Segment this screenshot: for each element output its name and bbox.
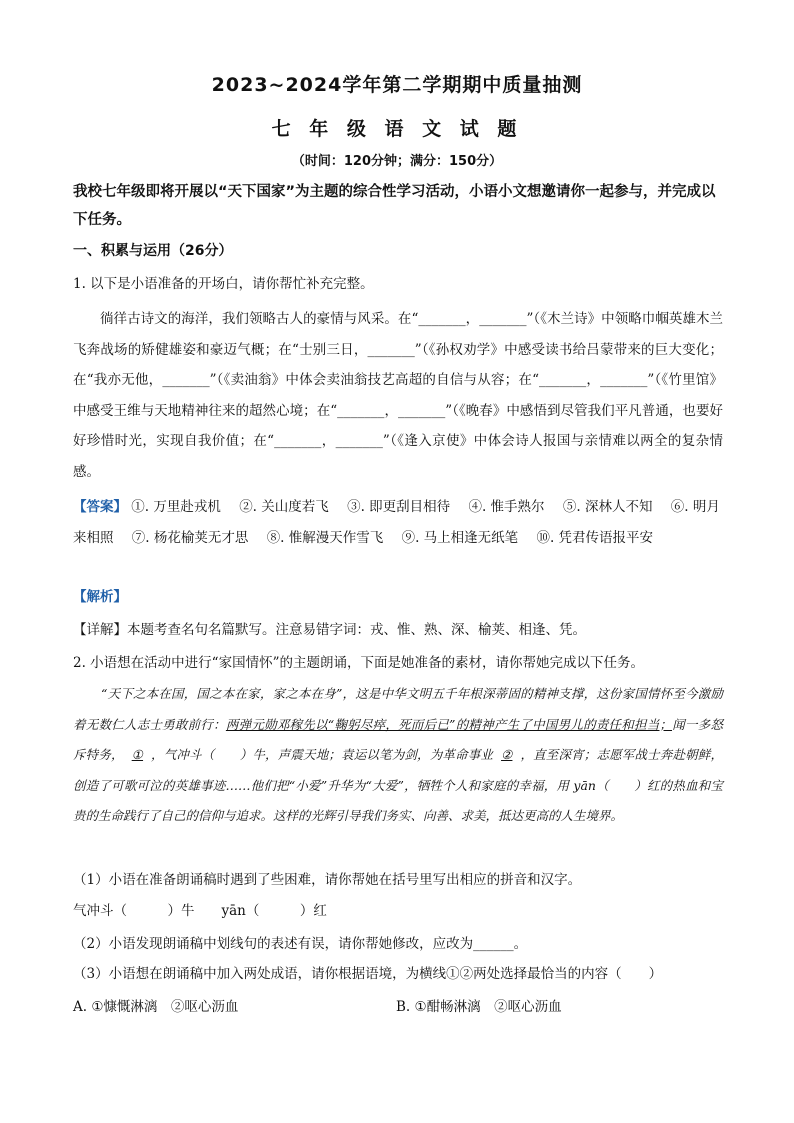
answer-item: ①. 万里赴戎机 — [131, 499, 221, 515]
option-b: B. ①酣畅淋漓 ②呕心沥血 — [396, 999, 562, 1015]
answer-item: ⑥. 明月来相照 — [73, 499, 720, 546]
option-a: A. ①慷慨淋漓 ②呕心沥血 — [73, 999, 239, 1015]
question-2-stem: 2. 小语想在活动中进行“家国情怀”的主题朗诵，下面是她准备的素材，请你帮她完成以下任务。 — [73, 655, 644, 671]
answer-item: ⑨. 马上相逢无纸笔 — [401, 530, 519, 546]
analysis-tag: 【解析】 — [73, 589, 127, 605]
exam-info: （时间：120分钟；满分：150分） — [291, 154, 503, 169]
answer-item: ⑧. 惟解漫天作雪飞 — [266, 530, 384, 546]
blank-2: ② — [501, 747, 513, 762]
answer-item: ⑦. 杨花榆荚无才思 — [131, 530, 249, 546]
detail-explanation: 【详解】本题考查名句名篇默写。注意易错字词：戎、惟、熟、深、榆荚、相逢、凭。 — [73, 622, 586, 638]
sub-question-3: （3）小语想在朗诵稿中加入两处成语，请你根据语境，为横线①②两处选择最恰当的内容（ ） — [73, 966, 663, 982]
intro-paragraph: 我校七年级即将开展以“天下国家”为主题的综合性学习活动，小语小文想邀请你一起参与，并完成以下任务。 — [73, 184, 716, 228]
blank-1: ① — [131, 747, 144, 762]
answer-item: ④. 惟手熟尔 — [468, 499, 545, 515]
answer-item: ⑩. 凭君传语报平安 — [536, 530, 654, 546]
answer-item: ⑤. 深林人不知 — [562, 499, 653, 515]
sub-question-2: （2）小语发现朗诵稿中划线句的表述有误，请你帮她修改，应改为______。 — [73, 936, 528, 952]
question-1-stem: 1. 以下是小语准备的开场白，请你帮忙补充完整。 — [73, 276, 374, 292]
question-2-passage: “天下之本在国，国之本在家，家之本在身”，这是中华文明五千年根深蒂固的精神支撑，这份家国情怀至今激励着无数仁人志士勇敢前行：两弹元勋邓稼先以“鞠躬尽瘁，死而后已”的精神产生了中国男儿的责任和担当；闻一多怒斥特务， ① ，气冲斗（ ）牛，声震天地；袁运以笔为剑，为革命事业 ② ，直至深宵；志愿军战士奔赴朝鲜，创造了可歌可泣的英雄事迹……他们把“小爱”升华为“大爱”，牺牲个人和家庭的幸福，用 yān（ ）红的热血和宝贵的生命践行了自己的信仰与追求。这样的光辉引导我们务实、向善、求美，抵达更高的人生境界。 — [73, 686, 723, 823]
answer-item: ③. 即更刮目相待 — [347, 499, 451, 515]
question-1-passage: 徜徉古诗文的海洋，我们领略古人的豪情与风采。在“_______，_______”（《木兰诗》中领略巾帼英雄木兰飞奔战场的矫健雄姿和豪迈气概；在“士别三日，_______”（《孙权劝学》中感受读书给吕蒙带来的巨大变化；在“我亦无他，_______”（《卖油翁》中体会卖油翁技艺高超的自信与从容；在“_______，_______”（《竹里馆》中感受王维与天地精神往来的超然心境；在“_______，_______”（《晚春》中感悟到尽管我们平凡普通，也要好好珍惜时光，实现自我价值；在“_______，_______”（《逢入京使》中体会诗人报国与亲情难以两全的复杂情感。 — [73, 311, 723, 480]
exam-title: 2023~2024学年第二学期期中质量抽测 — [211, 74, 583, 96]
underlined-sentence: 两弹元勋邓稼先以“鞠躬尽瘁，死而后已”的精神产生了中国男儿的责任和担当； — [225, 716, 673, 732]
section-heading: 一、积累与运用（26分） — [73, 243, 233, 259]
exam-subtitle: 七 年 级 语 文 试 题 — [271, 118, 523, 140]
question-1-answer — [73, 492, 723, 554]
sub-question-1: （1）小语在准备朗诵稿时遇到了些困难，请你帮她在括号里写出相应的拼音和汉字。 — [73, 872, 582, 888]
sub-question-1-line: 气冲斗（ ）牛 yān（ ）红 — [73, 903, 327, 919]
answer-item: ②. 关山度若飞 — [239, 499, 329, 515]
answer-tag: 【答案】 — [73, 499, 127, 515]
